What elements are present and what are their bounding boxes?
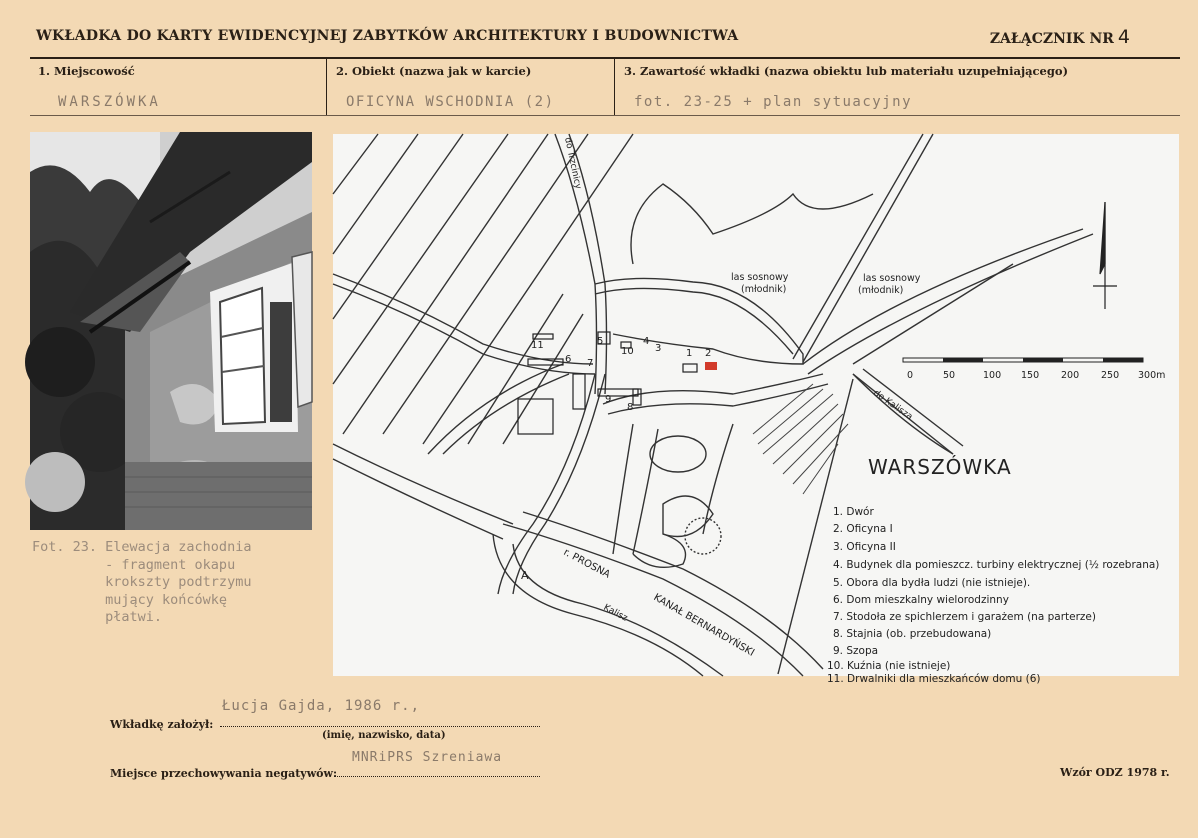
building-photo bbox=[30, 132, 312, 530]
scale-bar bbox=[903, 358, 1165, 381]
north-arrow bbox=[1093, 202, 1117, 309]
bldg-num-9: 9 bbox=[605, 394, 612, 405]
negatives-value: MNRiPRS Szreniawa bbox=[352, 750, 503, 765]
forest-2-sub: (młodnik) bbox=[858, 285, 904, 296]
negatives-line bbox=[334, 774, 540, 777]
author-line bbox=[220, 724, 540, 727]
bldg-num-6: 6 bbox=[565, 354, 572, 365]
legend-item-1: 1. Dwór bbox=[833, 506, 874, 518]
field-3-value: fot. 23-25 + plan sytuacyjny bbox=[634, 94, 913, 110]
legend-item-9: 9. Szopa bbox=[833, 645, 879, 657]
legend-item-5: 5. Obora dla bydła ludzi (nie istnieje). bbox=[833, 577, 1031, 589]
author-label: Wkładkę założył: bbox=[110, 718, 214, 731]
author-hint: (imię, nazwisko, data) bbox=[322, 730, 446, 741]
bldg-num-8: 8 bbox=[627, 402, 634, 413]
bldg-num-1: 1 bbox=[686, 348, 693, 359]
bldg-num-2: 2 bbox=[705, 348, 712, 359]
scale-label-200: 200 bbox=[1061, 370, 1080, 381]
author-value: Łucja Gajda, 1986 r., bbox=[222, 698, 421, 714]
scale-label-150: 150 bbox=[1021, 370, 1040, 381]
field-2-value: OFICYNA WSCHODNIA (2) bbox=[346, 94, 555, 110]
scale-label-0: 0 bbox=[907, 370, 914, 381]
photo-caption: Fot. 23. Elewacja zachodnia - fragment okapu krokszty podtrzymu mujący końcówkę płatwi. bbox=[32, 539, 252, 625]
forest-2-label: las sosnowy bbox=[863, 273, 921, 284]
annex-label-text: ZAŁĄCZNIK NR bbox=[989, 31, 1114, 47]
legend-item-10: 10. Kuźnia (nie istnieje) bbox=[827, 660, 951, 672]
road-kalisz-label: Kalisz bbox=[601, 602, 629, 624]
legend-item-6: 6. Dom mieszkalny wielorodzinny bbox=[833, 594, 1009, 606]
building-photo-image bbox=[30, 132, 312, 530]
map-legend bbox=[827, 506, 1159, 685]
road-east-label: do Kalisza bbox=[871, 388, 915, 423]
scale-label-300: 300m bbox=[1138, 370, 1166, 381]
bldg-num-4: 4 bbox=[643, 336, 650, 347]
fields-bottom-rule bbox=[30, 115, 1180, 116]
site-plan-map bbox=[333, 134, 1179, 685]
legend-item-7: 7. Stodoła ze spichlerzem i garażem (na parterze) bbox=[833, 611, 1096, 623]
bldg-num-10: 10 bbox=[621, 346, 634, 357]
field-1-label: 1. Miejscowość bbox=[38, 64, 135, 78]
field-divider-1 bbox=[326, 59, 327, 115]
field-divider-2 bbox=[614, 59, 615, 115]
scale-label-50: 50 bbox=[943, 370, 956, 381]
bldg-num-7: 7 bbox=[587, 358, 594, 369]
scale-label-100: 100 bbox=[983, 370, 1002, 381]
map-title: WARSZÓWKA bbox=[868, 455, 1012, 479]
field-3-label: 3. Zawartość wkładki (nazwa obiektu lub materiału uzupełniającego) bbox=[624, 64, 1069, 78]
negatives-label: Miejsce przechowywania negatywów: bbox=[110, 767, 338, 780]
legend-item-2: 2. Oficyna I bbox=[833, 523, 893, 535]
forest-1-label: las sosnowy bbox=[731, 272, 789, 283]
road-north-label: do Trzcinicy bbox=[562, 136, 583, 191]
point-a-label: A bbox=[521, 569, 529, 582]
annex-number: 4 bbox=[1117, 26, 1130, 48]
bldg-num-5: 5 bbox=[597, 336, 604, 347]
header-rule bbox=[30, 57, 1180, 59]
field-2-label: 2. Obiekt (nazwa jak w karcie) bbox=[336, 64, 532, 78]
oficyna-marker bbox=[705, 362, 717, 370]
legend-item-8: 8. Stajnia (ob. przebudowana) bbox=[833, 628, 992, 640]
bldg-num-11: 11 bbox=[531, 340, 544, 351]
canal-label: KANAŁ BERNARDYŃSKI bbox=[651, 592, 757, 659]
annex-label bbox=[990, 26, 1130, 48]
field-1-value: WARSZÓWKA bbox=[58, 94, 161, 110]
river-label: r. PROSNA bbox=[561, 546, 612, 581]
building-numbers bbox=[531, 336, 711, 413]
forest-1-sub: (młodnik) bbox=[741, 284, 787, 295]
form-model: Wzór ODZ 1978 r. bbox=[1060, 766, 1170, 779]
scale-label-250: 250 bbox=[1101, 370, 1120, 381]
legend-item-4: 4. Budynek dla pomieszcz. turbiny elektrycznej (½ rozebrana) bbox=[833, 559, 1160, 571]
legend-item-11: 11. Drwalniki dla mieszkańców domu (6) bbox=[827, 673, 1041, 685]
bldg-num-3: 3 bbox=[655, 343, 662, 354]
document-title: WKŁADKA DO KARTY EWIDENCYJNEJ ZABYTKÓW ARCHITEKTURY I BUDOWNICTWA bbox=[36, 28, 739, 44]
site-plan-drawing bbox=[333, 134, 1179, 685]
legend-item-3: 3. Oficyna II bbox=[833, 541, 896, 553]
